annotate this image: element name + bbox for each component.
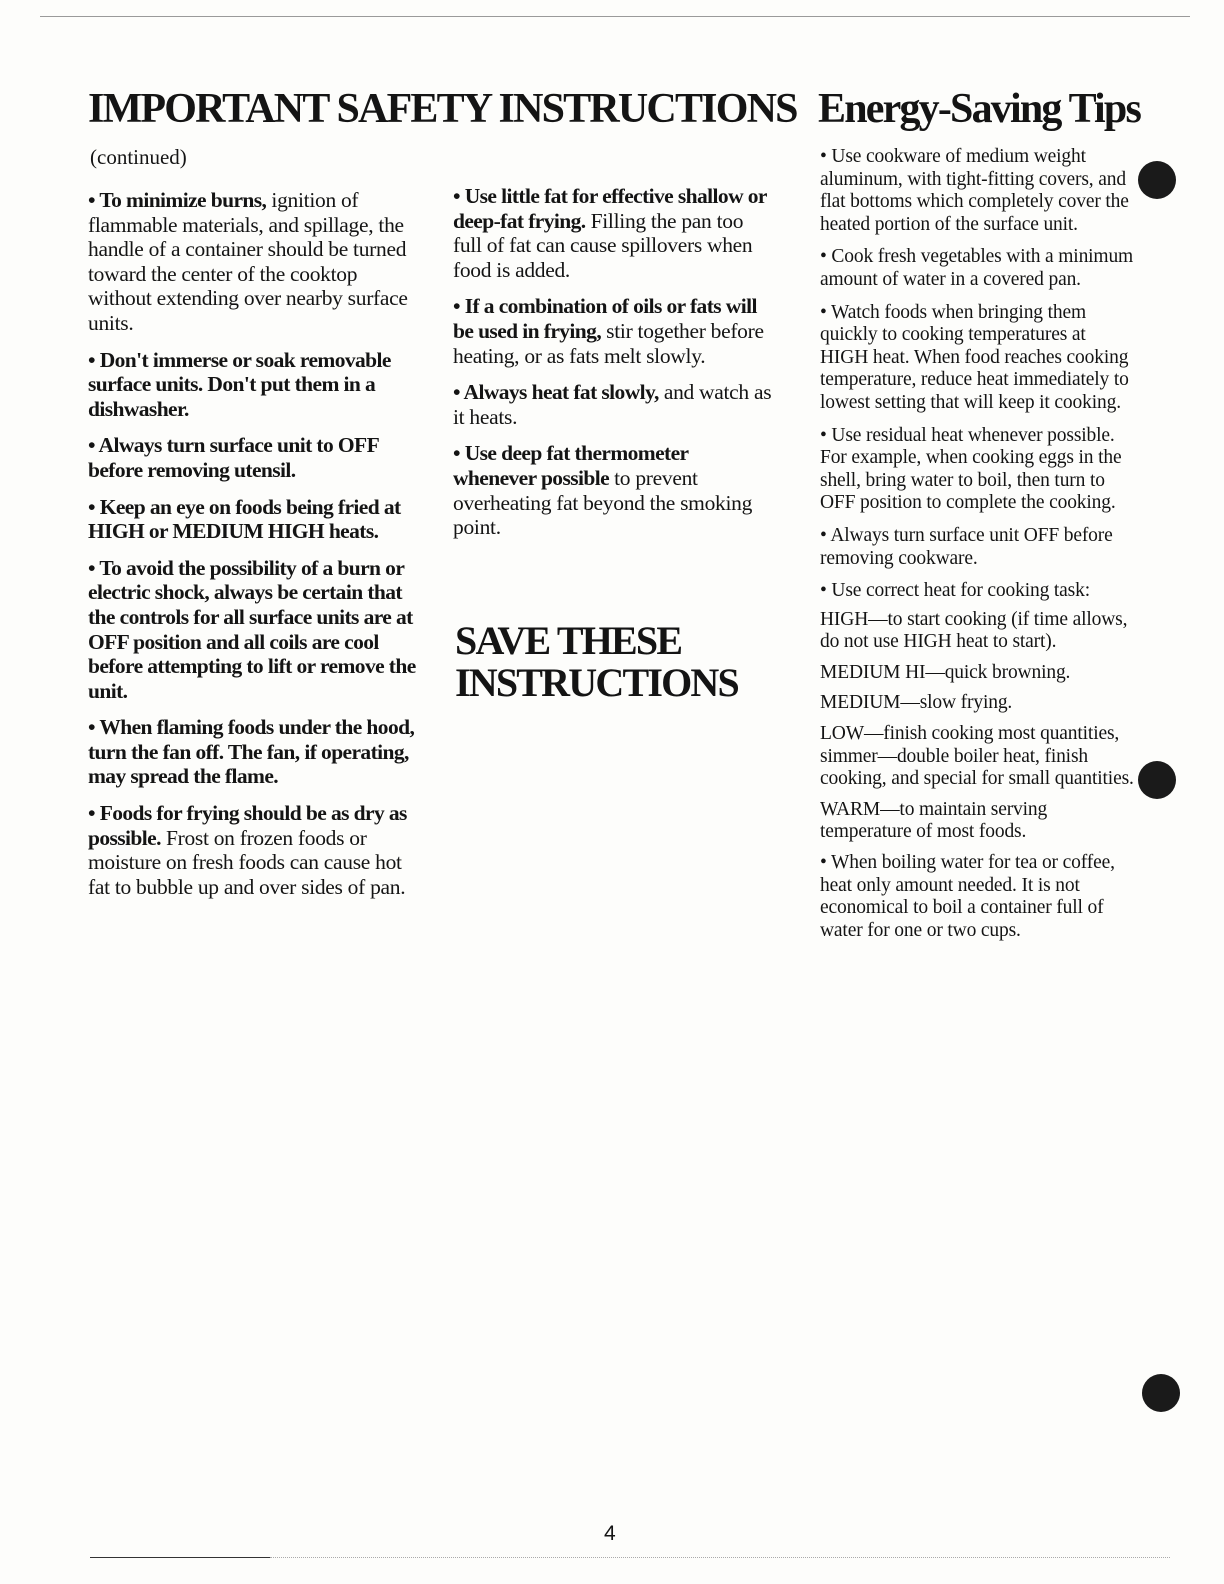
safety-item — [453, 380, 773, 429]
safety-item — [88, 495, 418, 544]
page-number: 4 — [604, 1522, 616, 1545]
tip-item: • Use residual heat whenever possible. For example, when cooking eggs in the shell, bring water to boil, then turn to OFF position to complete the cooking. — [820, 424, 1122, 514]
safety-item-bold: • To minimize burns, — [88, 188, 267, 212]
safety-item — [453, 184, 773, 282]
safety-item-text: Frost on frozen foods or moisture on fresh foods can cause hot fat to bubble up and over sides of pan. — [88, 825, 406, 899]
safety-item-text: and watch as it heats. — [453, 380, 772, 429]
safety-item — [88, 348, 418, 422]
safety-column-2 — [453, 184, 773, 552]
bottom-rule-dotted — [270, 1557, 1170, 1558]
tip-item: • Use cookware of medium weight aluminum, with tight-fitting covers, and flat bottoms which completely cover the heated portion of the surface unit. — [820, 146, 1129, 235]
heat-setting-warm: WARM—to maintain serving temperature of most foods. — [820, 798, 1048, 843]
page-title: IMPORTANT SAFETY INSTRUCTIONS — [88, 86, 797, 132]
safety-item-bold: • Use little fat for effective shallow or deep-fat frying. — [453, 184, 767, 233]
safety-item-text: ignition of flammable materials, and spillage, the handle of a container should be turned toward the center of the cooktop without extending over nearby surface units. — [88, 188, 408, 335]
safety-item — [88, 556, 418, 704]
safety-item-bold: • Keep an eye on foods being fried at HIGH or MEDIUM HIGH heats. — [88, 494, 401, 544]
safety-item-text: stir together before heating, or as fats melt slowly. — [453, 318, 764, 368]
bottom-rule — [90, 1557, 270, 1558]
continued-label: (continued) — [90, 145, 187, 169]
tip-item: • Watch foods when bringing them quickly to cooking temperatures at HIGH heat. When food reaches cooking temperature, reduce heat immediately to lowest setting that will keep it cooking. — [820, 301, 1129, 413]
heat-setting-medium: MEDIUM—slow frying. — [820, 692, 1013, 714]
safety-item-bold: • To avoid the possibility of a burn or electric shock, always be certain that the controls for all surface units are at OFF position and all coils are cool before attempting to lift or remove the unit. — [88, 555, 416, 703]
safety-item-bold: • When flaming foods under the hood, turn the fan off. The fan, if operating, may spread the flame. — [88, 715, 415, 789]
energy-tips-column — [820, 146, 1135, 952]
safety-item-text: Filling the pan too full of fat can cause spillovers when food is added. — [453, 208, 753, 282]
safety-item — [453, 294, 773, 368]
safety-item-bold: • Always heat fat slowly, — [453, 380, 659, 405]
top-rule — [40, 16, 1190, 17]
tip-item: • Cook fresh vegetables with a minimum amount of water in a covered pan. — [820, 246, 1134, 290]
safety-item — [88, 433, 418, 482]
safety-item-bold: • If a combination of oils or fats will be used in frying, — [453, 294, 757, 343]
save-heading-line-2: INSTRUCTIONS — [455, 660, 738, 705]
safety-item — [88, 715, 418, 789]
safety-item-text: to prevent overheating fat beyond the smoking point. — [453, 465, 753, 540]
heat-setting-high: HIGH—to start cooking (if time allows, do not use HIGH heat to start). — [820, 608, 1128, 653]
safety-item-bold: • Foods for frying should be as dry as possible. — [88, 801, 407, 850]
binder-hole-icon — [1142, 1374, 1180, 1412]
safety-item-bold: • Don't immerse or soak removable surface units. Don't put them in a dishwasher. — [88, 347, 391, 421]
energy-tips-title: Energy-Saving Tips — [818, 86, 1140, 132]
save-heading-line-1: SAVE THESE — [455, 618, 682, 663]
binder-hole-icon — [1138, 161, 1176, 199]
safety-item-bold: • Use deep fat thermometer whenever possible — [453, 441, 689, 490]
safety-column-1 — [88, 188, 418, 911]
tip-item: • When boiling water for tea or coffee, heat only amount needed. It is not economical to boil a container full of water for one or two cups. — [820, 852, 1115, 941]
tip-item: • Use correct heat for cooking task: — [820, 580, 1090, 602]
save-instructions-heading — [455, 620, 738, 704]
tip-item: • Always turn surface unit OFF before removing cookware. — [820, 524, 1113, 569]
safety-item — [453, 441, 773, 539]
safety-item-bold: • Always turn surface unit to OFF before removing utensil. — [88, 433, 379, 482]
binder-hole-icon — [1138, 761, 1176, 799]
heat-setting-low: LOW—finish cooking most quantities, simmer—double boiler heat, finish cooking, and special for small quantities. — [820, 723, 1134, 790]
safety-item — [88, 188, 418, 336]
safety-item — [88, 801, 418, 899]
heat-setting-medium-hi: MEDIUM HI—quick browning. — [820, 661, 1071, 683]
